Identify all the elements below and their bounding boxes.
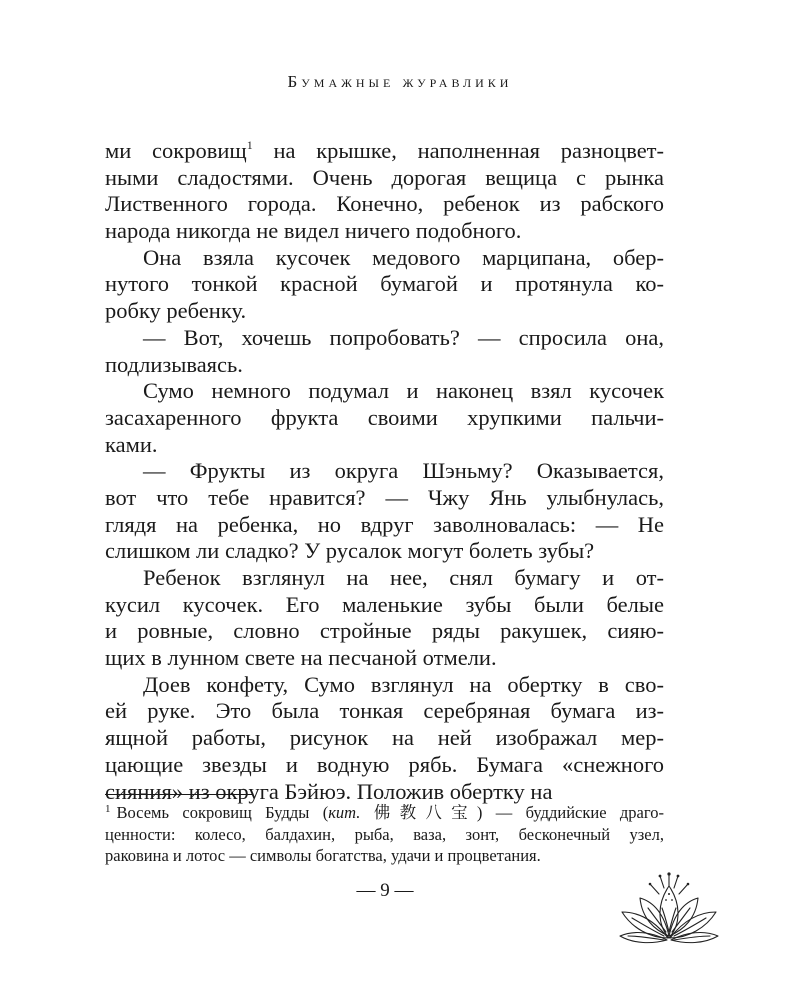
paragraph [105, 138, 664, 245]
footnote-line [105, 824, 664, 846]
paragraph [105, 245, 664, 325]
footnote-reference[interactable]: 1 [246, 138, 253, 152]
paragraph [105, 378, 664, 458]
text-line: ками. [105, 431, 158, 457]
text-line: — Вот, хочешь попробовать? — спросила она, [143, 324, 664, 350]
text-line: — Фрукты из округа Шэньму? Оказывается, [143, 458, 664, 484]
text-line: сияния» из округа Бэйюэ. Положив обертку на [105, 778, 553, 804]
text-line: глядя на ребенка, но вдруг заволновалась: — Не [105, 511, 664, 537]
footnote [105, 802, 664, 867]
text-line: засахаренного фрукта своими хрупкими пальчи- [105, 404, 664, 430]
text-line: народа никогда не видел ничего подобного. [105, 218, 522, 244]
text-fragment: раковина и лотос — символы богатства, удачи и процветания. [105, 846, 541, 865]
text-fragment: 佛教八宝) — буддийские драго- [360, 803, 664, 822]
text-line: щих в лунном свете на песчаной отмели. [105, 645, 497, 671]
text-line: робку ребенку. [105, 298, 247, 324]
text-line: подлизываясь. [105, 351, 243, 377]
text-line: Ребенок взглянул на нее, снял бумагу и от- [143, 565, 664, 590]
paragraph [105, 565, 664, 672]
text-line: и ровные, словно стройные ряды ракушек, сияю- [105, 618, 664, 644]
paragraph [105, 672, 664, 805]
text-line: Сумо немного подумал и наконец взял кусочек [143, 378, 664, 404]
text-line: кусил кусочек. Его маленькие зубы были белые [105, 591, 664, 617]
text-line: цающие звезды и водную рябь. Бумага «снежного [105, 751, 664, 777]
text-fragment: Восемь сокровищ Будды ( [116, 803, 329, 822]
text-fragment: ценности: колесо, балдахин, рыба, ваза, зонт, бесконечный узел, [105, 824, 664, 844]
running-head: Бумажные журавлики [287, 72, 513, 91]
language-abbreviation: кит. [328, 803, 361, 822]
footnote-line [105, 802, 664, 824]
footnote-mark: 1 [105, 803, 111, 815]
paragraph [105, 325, 664, 378]
text-line: Доев конфету, Сумо взглянул на обертку в сво- [143, 671, 664, 697]
text-line: ящной работы, рисунок на ней изображал мер- [105, 725, 664, 751]
paragraph [105, 458, 664, 565]
body-text [105, 138, 664, 805]
footnote-divider [105, 794, 253, 795]
text-line: слишком ли сладко? У русалок могут болеть зубы? [105, 538, 595, 564]
footnote-line [105, 845, 664, 867]
text-line: нутого тонкой красной бумагой и протянула ко- [105, 271, 664, 297]
text-line: ей руке. Это была тонкая серебряная бумага из- [105, 698, 664, 724]
text-fragment: на крышке, наполненная разноцвет- [252, 138, 665, 163]
text-line: Она взяла кусочек медового марципана, обер- [143, 244, 664, 270]
text-line [105, 138, 664, 165]
text-fragment: ми сокровищ [105, 138, 247, 163]
text-line: Лиственного города. Конечно, ребенок из рабского [105, 191, 664, 217]
text-line: ными сладостями. Очень дорогая вещица с рынка [105, 164, 664, 190]
text-line: вот что тебе нравится? — Чжу Янь улыбнулась, [105, 484, 664, 510]
page-number: — 9 — [356, 880, 414, 901]
lotus-flower-icon [614, 868, 724, 946]
